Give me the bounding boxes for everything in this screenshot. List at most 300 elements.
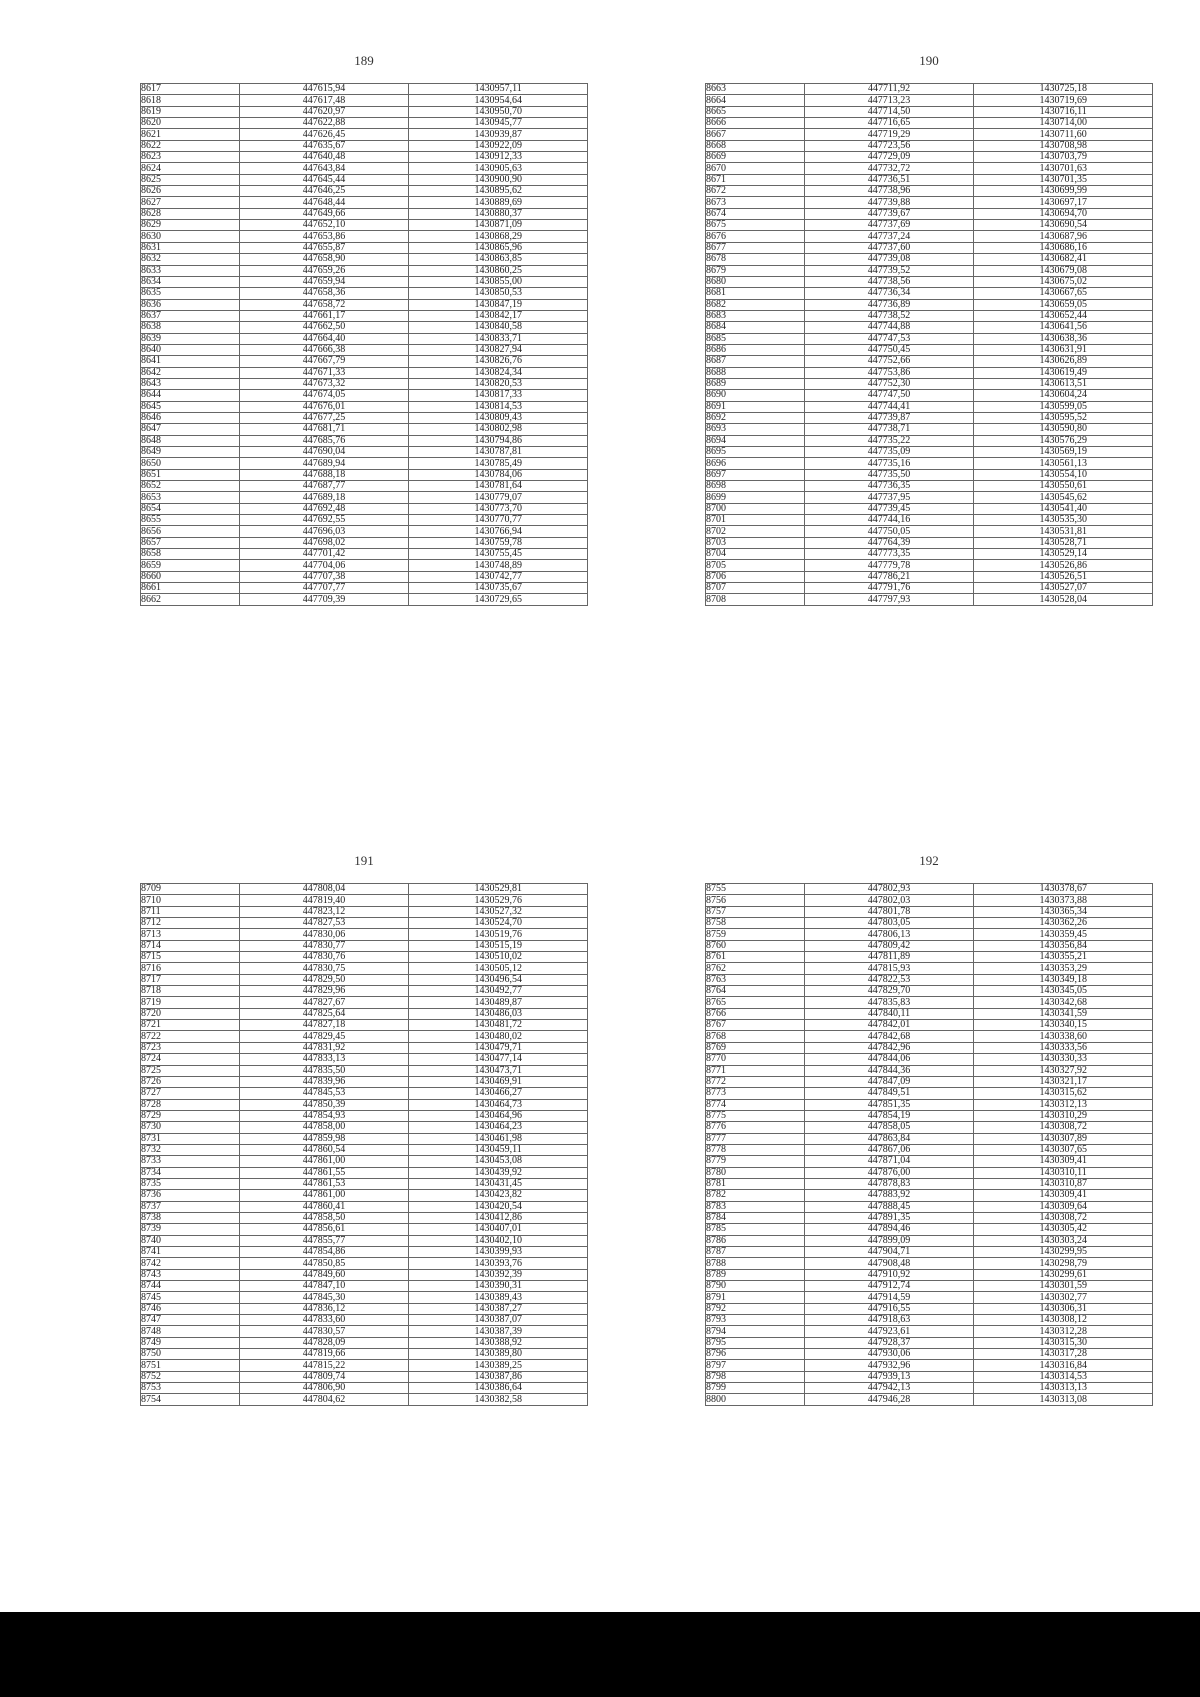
point-number: 8794 (706, 1326, 805, 1337)
table-row (141, 929, 588, 940)
y-coordinate: 1430652,44 (974, 310, 1153, 321)
y-coordinate: 1430486,03 (409, 1008, 588, 1019)
point-number: 8682 (706, 299, 805, 310)
x-coordinate: 447736,89 (804, 299, 974, 310)
point-number: 8748 (141, 1326, 240, 1337)
table-row (141, 412, 588, 423)
x-coordinate: 447827,18 (239, 1020, 409, 1031)
x-coordinate: 447829,70 (804, 986, 974, 997)
y-coordinate: 1430387,27 (409, 1303, 588, 1314)
point-number: 8725 (141, 1065, 240, 1076)
table-row (141, 458, 588, 469)
table-row (141, 940, 588, 951)
x-coordinate: 447739,88 (804, 197, 974, 208)
coordinate-table (705, 883, 1153, 1406)
table-row (706, 401, 1153, 412)
point-number: 8634 (141, 276, 240, 287)
point-number: 8619 (141, 106, 240, 117)
point-number: 8795 (706, 1337, 805, 1348)
table-row (706, 231, 1153, 242)
x-coordinate: 447739,67 (804, 208, 974, 219)
point-number: 8737 (141, 1201, 240, 1212)
x-coordinate: 447830,06 (239, 929, 409, 940)
point-number: 8659 (141, 560, 240, 571)
table-row (706, 1178, 1153, 1189)
y-coordinate: 1430945,77 (409, 118, 588, 129)
x-coordinate: 447861,55 (239, 1167, 409, 1178)
point-number: 8706 (706, 571, 805, 582)
point-number: 8630 (141, 231, 240, 242)
table-row (706, 1201, 1153, 1212)
point-number: 8726 (141, 1076, 240, 1087)
point-number: 8652 (141, 481, 240, 492)
point-number: 8762 (706, 963, 805, 974)
table-row (706, 378, 1153, 389)
y-coordinate: 1430569,19 (974, 447, 1153, 458)
point-number: 8733 (141, 1156, 240, 1167)
table-row (706, 560, 1153, 571)
y-coordinate: 1430407,01 (409, 1224, 588, 1235)
y-coordinate: 1430373,88 (974, 895, 1153, 906)
y-coordinate: 1430473,71 (409, 1065, 588, 1076)
x-coordinate: 447649,66 (239, 208, 409, 219)
y-coordinate: 1430748,89 (409, 560, 588, 571)
x-coordinate: 447829,45 (239, 1031, 409, 1042)
y-coordinate: 1430528,04 (974, 594, 1153, 605)
point-number: 8692 (706, 412, 805, 423)
point-number: 8649 (141, 447, 240, 458)
x-coordinate: 447833,60 (239, 1315, 409, 1326)
table-row (706, 197, 1153, 208)
table-row (706, 571, 1153, 582)
table-row (141, 140, 588, 151)
table-row (706, 1269, 1153, 1280)
y-coordinate: 1430301,59 (974, 1281, 1153, 1292)
x-coordinate: 447687,77 (239, 481, 409, 492)
y-coordinate: 1430687,96 (974, 231, 1153, 242)
point-number: 8787 (706, 1247, 805, 1258)
table-row (706, 974, 1153, 985)
table-row (141, 1122, 588, 1133)
x-coordinate: 447809,74 (239, 1371, 409, 1382)
y-coordinate: 1430526,86 (974, 560, 1153, 571)
y-coordinate: 1430784,06 (409, 469, 588, 480)
x-coordinate: 447859,98 (239, 1133, 409, 1144)
x-coordinate: 447735,09 (804, 447, 974, 458)
x-coordinate: 447643,84 (239, 163, 409, 174)
table-row (706, 310, 1153, 321)
y-coordinate: 1430561,13 (974, 458, 1153, 469)
x-coordinate: 447744,88 (804, 322, 974, 333)
x-coordinate: 447867,06 (804, 1144, 974, 1155)
table-row (706, 918, 1153, 929)
point-number: 8662 (141, 594, 240, 605)
point-number: 8698 (706, 481, 805, 492)
x-coordinate: 447912,74 (804, 1281, 974, 1292)
x-coordinate: 447835,50 (239, 1065, 409, 1076)
table-row (706, 129, 1153, 140)
table-row (706, 140, 1153, 151)
point-number: 8674 (706, 208, 805, 219)
table-row (141, 118, 588, 129)
table-row (706, 356, 1153, 367)
point-number: 8707 (706, 583, 805, 594)
table-row (706, 84, 1153, 95)
x-coordinate: 447904,71 (804, 1247, 974, 1258)
table-row (141, 1020, 588, 1031)
point-number: 8719 (141, 997, 240, 1008)
y-coordinate: 1430535,30 (974, 515, 1153, 526)
y-coordinate: 1430382,58 (409, 1394, 588, 1405)
table-row (706, 1337, 1153, 1348)
table-row (141, 1303, 588, 1314)
point-number: 8628 (141, 208, 240, 219)
y-coordinate: 1430327,92 (974, 1065, 1153, 1076)
table-row (141, 1337, 588, 1348)
point-number: 8771 (706, 1065, 805, 1076)
point-number: 8645 (141, 401, 240, 412)
x-coordinate: 447923,61 (804, 1326, 974, 1337)
point-number: 8773 (706, 1088, 805, 1099)
table-row (706, 1190, 1153, 1201)
table-row (141, 152, 588, 163)
point-number: 8767 (706, 1020, 805, 1031)
point-number: 8750 (141, 1349, 240, 1360)
x-coordinate: 447809,42 (804, 940, 974, 951)
table-row (141, 310, 588, 321)
table-row (141, 1383, 588, 1394)
x-coordinate: 447667,79 (239, 356, 409, 367)
x-coordinate: 447858,50 (239, 1212, 409, 1223)
point-number: 8736 (141, 1190, 240, 1201)
x-coordinate: 447739,52 (804, 265, 974, 276)
table-row (706, 503, 1153, 514)
x-coordinate: 447615,94 (239, 84, 409, 95)
table-row (706, 186, 1153, 197)
y-coordinate: 1430860,25 (409, 265, 588, 276)
table-row (706, 163, 1153, 174)
point-number: 8699 (706, 492, 805, 503)
x-coordinate: 447842,01 (804, 1020, 974, 1031)
y-coordinate: 1430809,43 (409, 412, 588, 423)
x-coordinate: 447737,95 (804, 492, 974, 503)
point-number: 8712 (141, 918, 240, 929)
x-coordinate: 447806,90 (239, 1383, 409, 1394)
point-number: 8731 (141, 1133, 240, 1144)
y-coordinate: 1430353,29 (974, 963, 1153, 974)
x-coordinate: 447747,50 (804, 390, 974, 401)
point-number: 8643 (141, 378, 240, 389)
x-coordinate: 447689,18 (239, 492, 409, 503)
point-number: 8751 (141, 1360, 240, 1371)
y-coordinate: 1430779,07 (409, 492, 588, 503)
point-number: 8626 (141, 186, 240, 197)
scan-bottom-border (0, 1612, 1200, 1697)
y-coordinate: 1430496,54 (409, 974, 588, 985)
table-row (706, 963, 1153, 974)
table-row (141, 1008, 588, 1019)
x-coordinate: 447827,53 (239, 918, 409, 929)
table-row (141, 129, 588, 140)
x-coordinate: 447811,89 (804, 952, 974, 963)
x-coordinate: 447786,21 (804, 571, 974, 582)
table-row (141, 163, 588, 174)
point-number: 8739 (141, 1224, 240, 1235)
y-coordinate: 1430950,70 (409, 106, 588, 117)
y-coordinate: 1430787,81 (409, 447, 588, 458)
table-row (141, 1371, 588, 1382)
table-row (141, 1042, 588, 1053)
point-number: 8697 (706, 469, 805, 480)
point-number: 8622 (141, 140, 240, 151)
x-coordinate: 447845,30 (239, 1292, 409, 1303)
y-coordinate: 1430957,11 (409, 84, 588, 95)
point-number: 8684 (706, 322, 805, 333)
x-coordinate: 447739,87 (804, 412, 974, 423)
x-coordinate: 447845,53 (239, 1088, 409, 1099)
y-coordinate: 1430431,45 (409, 1178, 588, 1189)
point-number: 8768 (706, 1031, 805, 1042)
point-number: 8648 (141, 435, 240, 446)
point-number: 8788 (706, 1258, 805, 1269)
table-row (706, 1326, 1153, 1337)
table-row (706, 884, 1153, 895)
x-coordinate: 447739,45 (804, 503, 974, 514)
table-row (706, 390, 1153, 401)
y-coordinate: 1430315,30 (974, 1337, 1153, 1348)
table-row (706, 1042, 1153, 1053)
point-number: 8738 (141, 1212, 240, 1223)
y-coordinate: 1430855,00 (409, 276, 588, 287)
x-coordinate: 447829,96 (239, 986, 409, 997)
y-coordinate: 1430481,72 (409, 1020, 588, 1031)
x-coordinate: 447752,30 (804, 378, 974, 389)
x-coordinate: 447652,10 (239, 220, 409, 231)
point-number: 8646 (141, 412, 240, 423)
page-192-panel (705, 853, 1153, 1406)
table-row (141, 197, 588, 208)
x-coordinate: 447729,09 (804, 152, 974, 163)
point-number: 8664 (706, 95, 805, 106)
point-number: 8661 (141, 583, 240, 594)
x-coordinate: 447738,52 (804, 310, 974, 321)
x-coordinate: 447689,94 (239, 458, 409, 469)
x-coordinate: 447692,55 (239, 515, 409, 526)
x-coordinate: 447698,02 (239, 537, 409, 548)
y-coordinate: 1430390,31 (409, 1281, 588, 1292)
table-row (141, 1167, 588, 1178)
table-row (141, 1235, 588, 1246)
table-row (706, 583, 1153, 594)
point-number: 8746 (141, 1303, 240, 1314)
x-coordinate: 447839,96 (239, 1076, 409, 1087)
point-number: 8673 (706, 197, 805, 208)
table-row (141, 1065, 588, 1076)
table-row (706, 424, 1153, 435)
table-row (141, 986, 588, 997)
x-coordinate: 447671,33 (239, 367, 409, 378)
point-number: 8675 (706, 220, 805, 231)
point-number: 8720 (141, 1008, 240, 1019)
y-coordinate: 1430697,17 (974, 197, 1153, 208)
point-number: 8694 (706, 435, 805, 446)
table-row (706, 1167, 1153, 1178)
x-coordinate: 447876,00 (804, 1167, 974, 1178)
table-row (141, 906, 588, 917)
table-row (141, 526, 588, 537)
point-number: 8678 (706, 254, 805, 265)
y-coordinate: 1430690,54 (974, 220, 1153, 231)
y-coordinate: 1430477,14 (409, 1054, 588, 1065)
x-coordinate: 447894,46 (804, 1224, 974, 1235)
y-coordinate: 1430708,98 (974, 140, 1153, 151)
point-number: 8641 (141, 356, 240, 367)
x-coordinate: 447939,13 (804, 1371, 974, 1382)
x-coordinate: 447719,29 (804, 129, 974, 140)
y-coordinate: 1430305,42 (974, 1224, 1153, 1235)
x-coordinate: 447662,50 (239, 322, 409, 333)
point-number: 8642 (141, 367, 240, 378)
y-coordinate: 1430595,52 (974, 412, 1153, 423)
x-coordinate: 447825,64 (239, 1008, 409, 1019)
y-coordinate: 1430827,94 (409, 344, 588, 355)
x-coordinate: 447620,97 (239, 106, 409, 117)
table-row (141, 571, 588, 582)
x-coordinate: 447849,60 (239, 1269, 409, 1280)
y-coordinate: 1430313,13 (974, 1383, 1153, 1394)
table-row (706, 986, 1153, 997)
table-row (141, 106, 588, 117)
point-number: 8665 (706, 106, 805, 117)
x-coordinate: 447736,35 (804, 481, 974, 492)
point-number: 8764 (706, 986, 805, 997)
y-coordinate: 1430308,72 (974, 1122, 1153, 1133)
table-row (706, 1088, 1153, 1099)
point-number: 8689 (706, 378, 805, 389)
table-row (706, 322, 1153, 333)
point-number: 8778 (706, 1144, 805, 1155)
x-coordinate: 447871,04 (804, 1156, 974, 1167)
y-coordinate: 1430330,33 (974, 1054, 1153, 1065)
y-coordinate: 1430298,79 (974, 1258, 1153, 1269)
point-number: 8710 (141, 895, 240, 906)
x-coordinate: 447883,92 (804, 1190, 974, 1201)
y-coordinate: 1430785,49 (409, 458, 588, 469)
y-coordinate: 1430439,92 (409, 1167, 588, 1178)
point-number: 8670 (706, 163, 805, 174)
point-number: 8676 (706, 231, 805, 242)
y-coordinate: 1430303,24 (974, 1235, 1153, 1246)
x-coordinate: 447942,13 (804, 1383, 974, 1394)
point-number: 8744 (141, 1281, 240, 1292)
point-number: 8742 (141, 1258, 240, 1269)
table-row (141, 208, 588, 219)
x-coordinate: 447735,16 (804, 458, 974, 469)
x-coordinate: 447659,94 (239, 276, 409, 287)
x-coordinate: 447744,41 (804, 401, 974, 412)
x-coordinate: 447750,45 (804, 344, 974, 355)
y-coordinate: 1430531,81 (974, 526, 1153, 537)
x-coordinate: 447833,13 (239, 1054, 409, 1065)
y-coordinate: 1430773,70 (409, 503, 588, 514)
x-coordinate: 447739,08 (804, 254, 974, 265)
x-coordinate: 447844,36 (804, 1065, 974, 1076)
x-coordinate: 447747,53 (804, 333, 974, 344)
point-number: 8765 (706, 997, 805, 1008)
y-coordinate: 1430359,45 (974, 929, 1153, 940)
point-number: 8640 (141, 344, 240, 355)
y-coordinate: 1430781,64 (409, 481, 588, 492)
table-row (141, 231, 588, 242)
y-coordinate: 1430703,79 (974, 152, 1153, 163)
point-number: 8728 (141, 1099, 240, 1110)
coordinate-table (705, 83, 1153, 606)
point-number: 8629 (141, 220, 240, 231)
x-coordinate: 447640,48 (239, 152, 409, 163)
y-coordinate: 1430814,53 (409, 401, 588, 412)
table-row (141, 1292, 588, 1303)
table-row (706, 1031, 1153, 1042)
point-number: 8644 (141, 390, 240, 401)
table-row (141, 537, 588, 548)
table-row (141, 1031, 588, 1042)
table-row (706, 174, 1153, 185)
point-number: 8702 (706, 526, 805, 537)
y-coordinate: 1430453,08 (409, 1156, 588, 1167)
table-row (706, 152, 1153, 163)
x-coordinate: 447860,41 (239, 1201, 409, 1212)
y-coordinate: 1430309,64 (974, 1201, 1153, 1212)
y-coordinate: 1430719,69 (974, 95, 1153, 106)
point-number: 8766 (706, 1008, 805, 1019)
x-coordinate: 447622,88 (239, 118, 409, 129)
table-row (141, 174, 588, 185)
x-coordinate: 447855,77 (239, 1235, 409, 1246)
table-row (141, 1088, 588, 1099)
y-coordinate: 1430701,63 (974, 163, 1153, 174)
x-coordinate: 447888,45 (804, 1201, 974, 1212)
x-coordinate: 447830,75 (239, 963, 409, 974)
table-row (706, 447, 1153, 458)
table-row (706, 481, 1153, 492)
y-coordinate: 1430461,98 (409, 1133, 588, 1144)
table-row (706, 1122, 1153, 1133)
point-number: 8784 (706, 1212, 805, 1223)
x-coordinate: 447819,66 (239, 1349, 409, 1360)
x-coordinate: 447676,01 (239, 401, 409, 412)
y-coordinate: 1430667,65 (974, 288, 1153, 299)
y-coordinate: 1430770,77 (409, 515, 588, 526)
point-number: 8631 (141, 242, 240, 253)
y-coordinate: 1430315,62 (974, 1088, 1153, 1099)
y-coordinate: 1430387,39 (409, 1326, 588, 1337)
y-coordinate: 1430766,94 (409, 526, 588, 537)
table-row (141, 1178, 588, 1189)
table-row (706, 1144, 1153, 1155)
y-coordinate: 1430742,77 (409, 571, 588, 582)
point-number: 8735 (141, 1178, 240, 1189)
point-number: 8685 (706, 333, 805, 344)
table-row (706, 1247, 1153, 1258)
x-coordinate: 447946,28 (804, 1394, 974, 1405)
table-row (706, 526, 1153, 537)
x-coordinate: 447648,44 (239, 197, 409, 208)
table-row (706, 549, 1153, 560)
x-coordinate: 447851,35 (804, 1099, 974, 1110)
table-row (706, 1394, 1153, 1405)
x-coordinate: 447690,04 (239, 447, 409, 458)
point-number: 8793 (706, 1315, 805, 1326)
